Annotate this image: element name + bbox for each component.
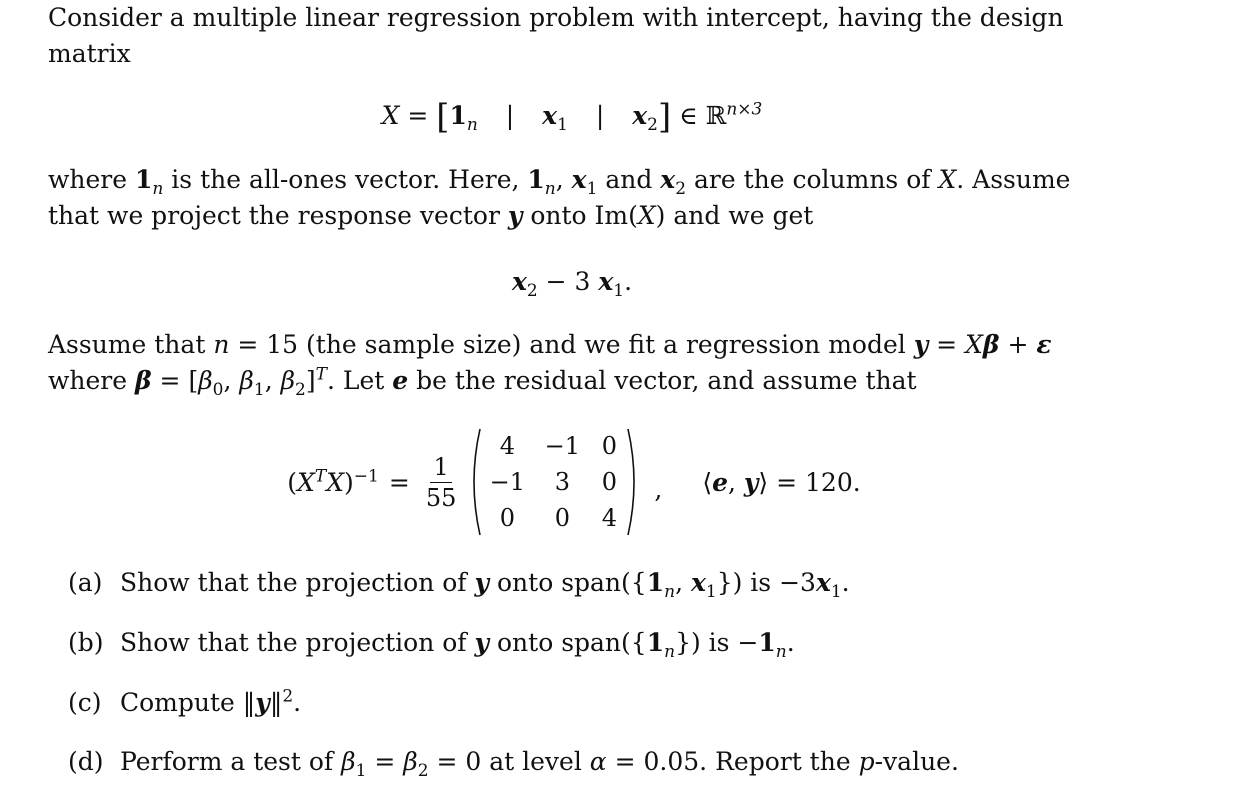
columns-paragraph: where $1_n$ is the all-ones vector. Here, $1_n$, $x_1$ and $x_2$ are the columns of X. Assume that we project the response vector y onto Im(X) and we get [48,165,1071,230]
right-bracket: ] [657,97,672,136]
design-matrix-equation: $X = [1_n$ | $x_1$ | $x_2$] ∈ ℝ$^{n\times 3}$ [381,97,763,136]
projection-equation: $x_2 - 3$ $x_1$. [511,267,633,301]
inner-product: ⟨e, y⟩ = 120. [702,467,861,497]
column-separator: | [505,101,515,130]
part-a: (a) Show that the projection of y onto $span(\{1_n$, $x_1$}) is $-3x_1$. [68,568,850,602]
model-paragraph: Assume that n = 15 (the sample size) and we fit a regression model y = Xβ + ε where $\beta = [\beta_0$, $\beta_1$, $\beta_2]^T$. Let e be the residual vector, and assume that [48,330,1052,400]
matrix-entry: 4 [499,432,515,460]
xtx-inverse-matrix [466,427,642,537]
left-bracket: [ [436,97,450,136]
matrix-entry: 0 [499,504,515,532]
part-d: (d) Perform a test of $\beta_1 = \beta_2 = 0$ at level α = 0.05. Report the p-value. [68,747,959,781]
matrix-entry: −1 [489,468,526,496]
matrix-entry: −1 [544,432,581,460]
left-paren-icon [466,427,482,537]
matrix-entry: 0 [601,432,617,460]
matrix-entry: 0 [601,468,617,496]
xtx-inverse-equation: $(X^TX)^{-1}$ = $\frac{1}{55}$ 4 −1 0 −1 3 0 0 0 4 , ⟨e, y⟩ = 120. [48,424,1096,540]
part-c: (c) Compute ‖y‖$^2$. [68,686,302,717]
part-b: (b) Show that the projection of y onto $span(\{1_n\})$ is $-1_n$. [68,628,795,662]
column-separator: | [595,101,605,130]
intro-line-1: Consider a multiple linear regression problem with intercept, having the design [48,3,1064,32]
right-paren-icon [626,427,642,537]
matrix-entry: 0 [554,504,570,532]
intro-line-2: matrix [48,39,131,68]
intro-paragraph [48,0,1096,72]
one-over-55-fraction: $\frac{1}{55}$ [425,452,457,512]
matrix-entry: 4 [601,504,617,532]
matrix-entry: 3 [554,468,570,496]
